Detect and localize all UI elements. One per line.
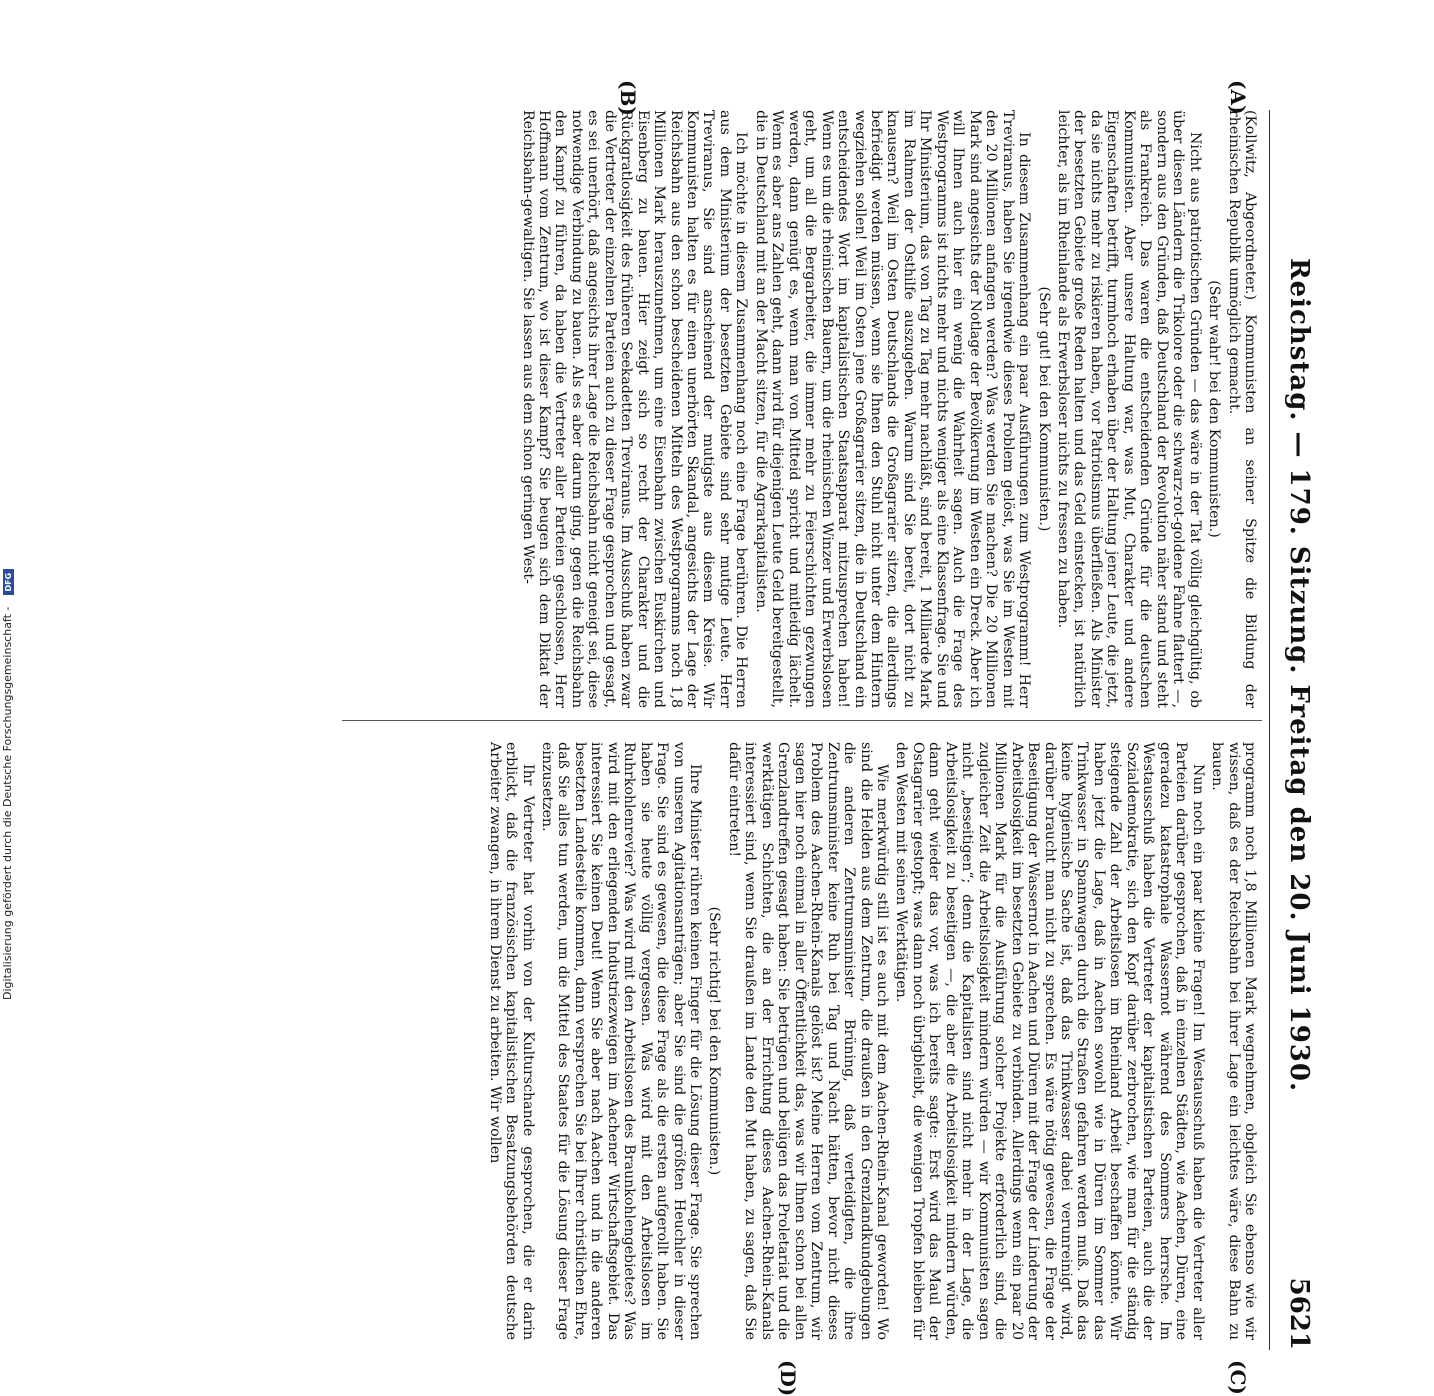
interjection: (Sehr gut! bei den Kommunisten.) <box>1035 286 1052 532</box>
paragraph: Nicht aus patriotischen Gründen — das wäre in der Tat völlig gleichgültig, ob über diesen Ländern die Trikolore oder die schwarz-rot-goldene Fahne flattert —, sondern aus den Gründen, daß Deutschland der Revolution näher stand und steht als Frankreich. Das waren die entscheidenden Gründe für die deutschen Kommunisten. Aber unsere Haltung war, was Mut, Charakter und andere Eigenschaften betrifft, turmhoch erhaben über der Haltung jener Leute, die jetzt, da sie nichts mehr zu riskieren haben, vor Patriotismus überfließen. Als Minister der besetzten Gebiete große Reden halten und das Geld einstecken, ist natürlich leichter, als im Rheinlande als Erwerbsloser nichts zu fressen zu haben. <box>1055 110 1203 708</box>
margin-marker-d: (D) <box>776 1360 800 1396</box>
left-column <box>516 110 1258 708</box>
right-column <box>483 742 1258 1340</box>
margin-marker-a: (A) <box>1226 80 1250 115</box>
paragraph: programm noch 1,8 Millionen Mark wegnehmen, obgleich Sie ebenso wie wir wissen, daß es der Reichsbahn bei ihrer Lage ein leichtes wäre, diese Bahn zu bauen. <box>1209 742 1258 1340</box>
header-rule <box>1269 110 1270 1350</box>
column-separator <box>342 720 1262 721</box>
paragraph: Nun noch ein paar kleine Fragen! Im Westausschuß haben die Vertreter aller Parteien darüber gesprochen, daß in einzelnen Städten, wie Aachen, Düren, eine geradezu katastrophale Wassernot während des Sommers herrsche. Im Westausschuß haben die Vertreter der kapitalistischen Parteien, auch die der Sozialdemokratie, sich den Kopf darüber zerbrochen, wie man für die ständig steigende Zahl der Arbeitslosen im Rheinland Arbeit beschaffen könnte. Wir haben jetzt die Lage, daß in Aachen sowohl wie in Düren im Sommer das Trinkwasser in Spannwagen durch die Straßen gefahren werden muß. Daß das keine hygienische Sache ist, daß das Trinkwasser dabei verunreinigt wird, darüber braucht man nicht zu sprechen. Es wäre nötig gewesen, die Frage der Beseitigung der Wassernot in Aachen und Düren mit der Frage der Linderung der Arbeitslosigkeit im besetzten Gebiete zu verbinden. Allerdings wenn ein paar 20 Millionen Mark für die Ausführung solcher Projekte erforderlich sind, die zugleicher Zeit die Arbeitslosigkeit mindern würden — wir Kommunisten sagen nicht „beseitigen“; denn die Kapitalisten sind nicht mehr in der Lage, die Arbeitslosigkeit zu beseitigen —, die aber die Arbeitslosigkeit mindern würden, dann geht wieder das vor, was ich bereits sagte: Erst wird das Maul der Ostagrarier gestopft; was dann noch übrigbleibt, die wenigen Tropfen bleiben für den Westen mit seinen Werktätigen. <box>893 742 1206 1340</box>
paragraph: Ich möchte in diesem Zusammenhang noch eine Frage berühren. Die Herren aus dem Ministerium der besetzten Gebiete sind sehr mutige Leute. Herr Treviranus, Sie sind anscheinend der mutigste aus diesem Kreise. Wir Kommunisten halten es für einen unerhörten Skandal, angesichts der Lage der Reichsbahn aus den schon bescheidenen Mitteln des Westprogramms noch 1,8 Millionen Mark herauszunehmen, um eine Eisenbahn zwischen Euskirchen und Eisenberg zu bauen. Hier zeigt sich so recht der Charakter und die Rückgratlosigkeit des früheren Seekadetten Treviranus. Im Ausschuß haben zwar die Vertreter der einzelnen Parteien auch zu dieser Frage gesprochen und gesagt, es sei unerhört, daß angesichts ihrer Lage die Reichsbahn nicht geneigt sei, diese notwendige Verbindung zu bauen. Als es aber darum ging, gegen die Reichsbahn den Kampf zu führen, da haben die Vertreter aller Parteien geschlossen, Herr Hoffmann vom Zentrum, wo ist dieser Kampf? Sie beugen sich dem Diktat der Reichsbahn-gewaltigen. Sie lassen aus dem schon geringen West- <box>519 110 750 708</box>
margin-marker-b: (B) <box>616 80 640 116</box>
page-number: 5621 <box>1284 1277 1314 1350</box>
credit-text: Digitalisierung gefördert durch die Deutsche Forschungsgemeinschaft - <box>1 606 14 1000</box>
margin-marker-c: (C) <box>1226 1360 1250 1395</box>
paragraph: In diesem Zusammenhang ein paar Ausführungen zum Westprogramm! Herr Treviranus, haben Sie irgendwie dieses Problem gelöst, was Sie im Westen mit den 20 Millionen anfangen werden? Was werden Sie machen? Die 20 Millionen Mark sind angesichts der Notlage der Bevölkerung im Westen ein Dreck. Aber ich will Ihnen auch hier ein wenig die Wahrheit sagen. Auch die Frage des Westprogramms ist nichts mehr und nichts weniger als eine Klassenfrage. Sie und Ihr Ministerium, das von Tag zu Tag mehr nachläßt, sind bereit, 1 Milliarde Mark im Rahmen der Osthilfe auszugeben. Warum sind Sie bereit, dort nicht zu knausern? Weil im Osten Deutschlands die Großagrarier sitzen, die allerdings befriedigt werden müssen, wenn sie Ihnen den Stuhl nicht unter dem Hintern wegziehen sollen! Weil im Osten jene Großagrarier sitzen, die in Deutschland ein entscheidendes Wort im kapitalistischen Staatsapparat mitzusprechen haben! Wenn es um die rheinischen Bauern, um die rheinischen Winzer und Erwerbslosen geht, um all die Bergarbeiter, die immer mehr zu Feierschichten gezwungen werden, dann genügt es, wenn man von Mitteid spricht und mitleidig lächelt. Wenn es aber ans Zahlen geht, dann wird für diejenigen Leute Geld bereitgestellt, die in Deutschland mit an der Macht sitzen, für die Agrarkapitalisten. <box>752 110 1033 708</box>
paragraph: Wie merkwürdig still ist es auch mit dem Aachen-Rhein-Kanal geworden! Wo sind die Helden aus dem Zentrum, die draußen in den Grenzlandkundgebungen die anderen Zentrumsminister Brüning, daß verteidigten, die ihre Zentrumsminister keine Ruh bei Tag und Nacht hätten, bevor nicht dieses Problem des Aachen-Rhein-Kanals gelöst ist? Meine Herren vom Zentrum, wir sagen hier noch einmal in aller Öffentlichkeit das, was wir Ihnen schon bei allen Grenzlandtreffen gesagt haben: Sie betrügen und belügen das Proletariat und die werktätigen Schichten, die an der Errichtung dieses Aachen-Rhein-Kanals interessiert sind, wenn Sie draußen im Lande den Mut haben, zu sagen, daß Sie dafür eintreten! <box>725 742 891 1340</box>
paragraph: (Kollwitz, Abgeordneter.) Kommunisten an seiner Spitze die Bildung der rheinischen Republik unmöglich gemacht. <box>1225 110 1258 708</box>
digitization-credit <box>0 0 16 1000</box>
paragraph: Ihre Minister rühren keinen Finger für die Lösung dieser Frage. Sie sprechen von unseren Agitationsanträgen; aber Sie sind die größten Heuchler in dieser Frage. Sie sind es gewesen, die diese Frage als die ersten aufgerollt haben. Sie haben sie heute völlig vergessen. Was wird mit den Arbeitslosen im Ruhrkohlenrevier? Was wird mit den Arbeitslosen des Braunkohlengebietes? Was wird mit den erliegenden Industriezweigen im Aachener Wirtschaftsgebiet. Das interessiert Sie keinen Deut! Wenn Sie aber nach Aachen und in die anderen besetzten Landesteile kommen, dann versprechen Sie bei Ihrer christlichen Ehre, daß Sie alles tun werden, um die Mittel des Staates für die Lösung dieser Frage einzusetzen. <box>538 742 704 1340</box>
interjection: (Sehr wahr! bei den Kommunisten.) <box>1206 280 1223 538</box>
interjection: (Sehr richtig! bei den Kommunisten.) <box>706 906 723 1176</box>
paragraph: Ihr Vertreter hat vorhin von der Kulturschande gesprochen, die er darin erblickt, daß die französischen kapitalistischen Besatzungsbehörden deutsche Arbeiter zwangen, in ihrem Dienst zu arbeiten. Wir wollen <box>486 742 536 1340</box>
dfg-logo-icon: DFG <box>3 569 14 595</box>
header-title: Reichstag. — 179. Sitzung. Freitag den 20. Juni 1930. <box>1284 257 1314 1093</box>
